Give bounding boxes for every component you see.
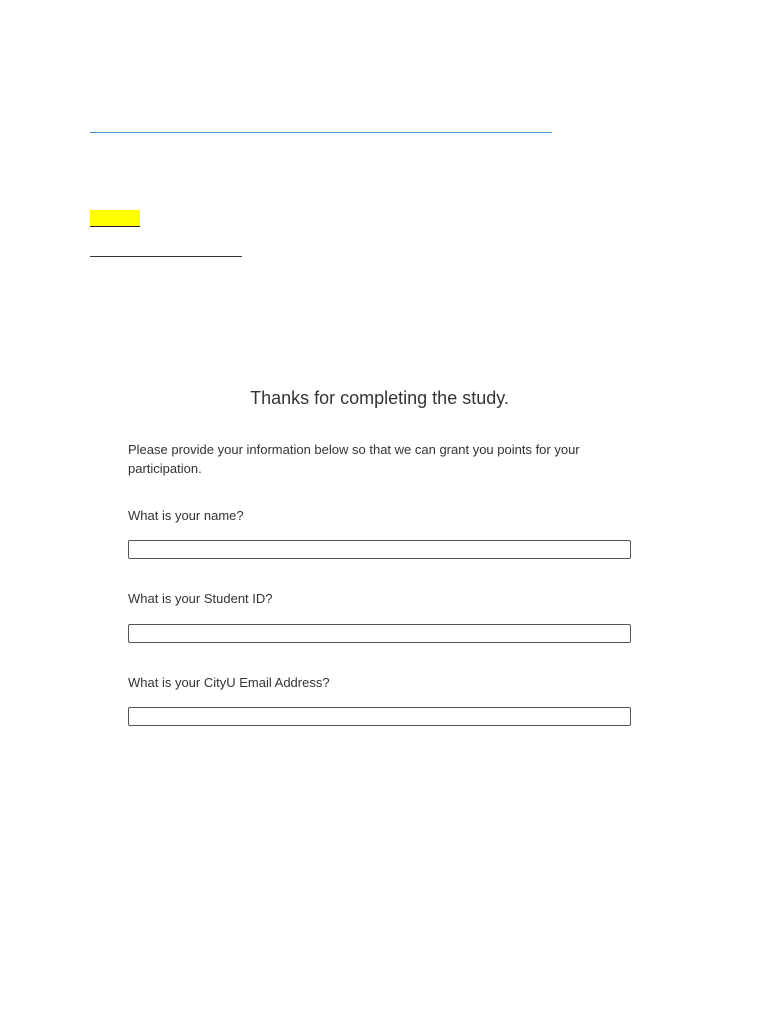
email-input[interactable] [128,707,631,726]
form-title: Thanks for completing the study. [250,388,509,408]
student-id-input[interactable] [128,624,631,643]
black-underline [90,256,242,257]
question-email-label: What is your CityU Email Address? [128,675,330,690]
name-input[interactable] [128,540,631,559]
blue-link-underline [90,132,552,133]
question-student-id-label: What is your Student ID? [128,591,273,606]
question-name-label: What is your name? [128,508,244,523]
yellow-highlight-mark [90,210,140,227]
form-intro: Please provide your information below so that we can grant you points for your participation. [128,442,580,476]
